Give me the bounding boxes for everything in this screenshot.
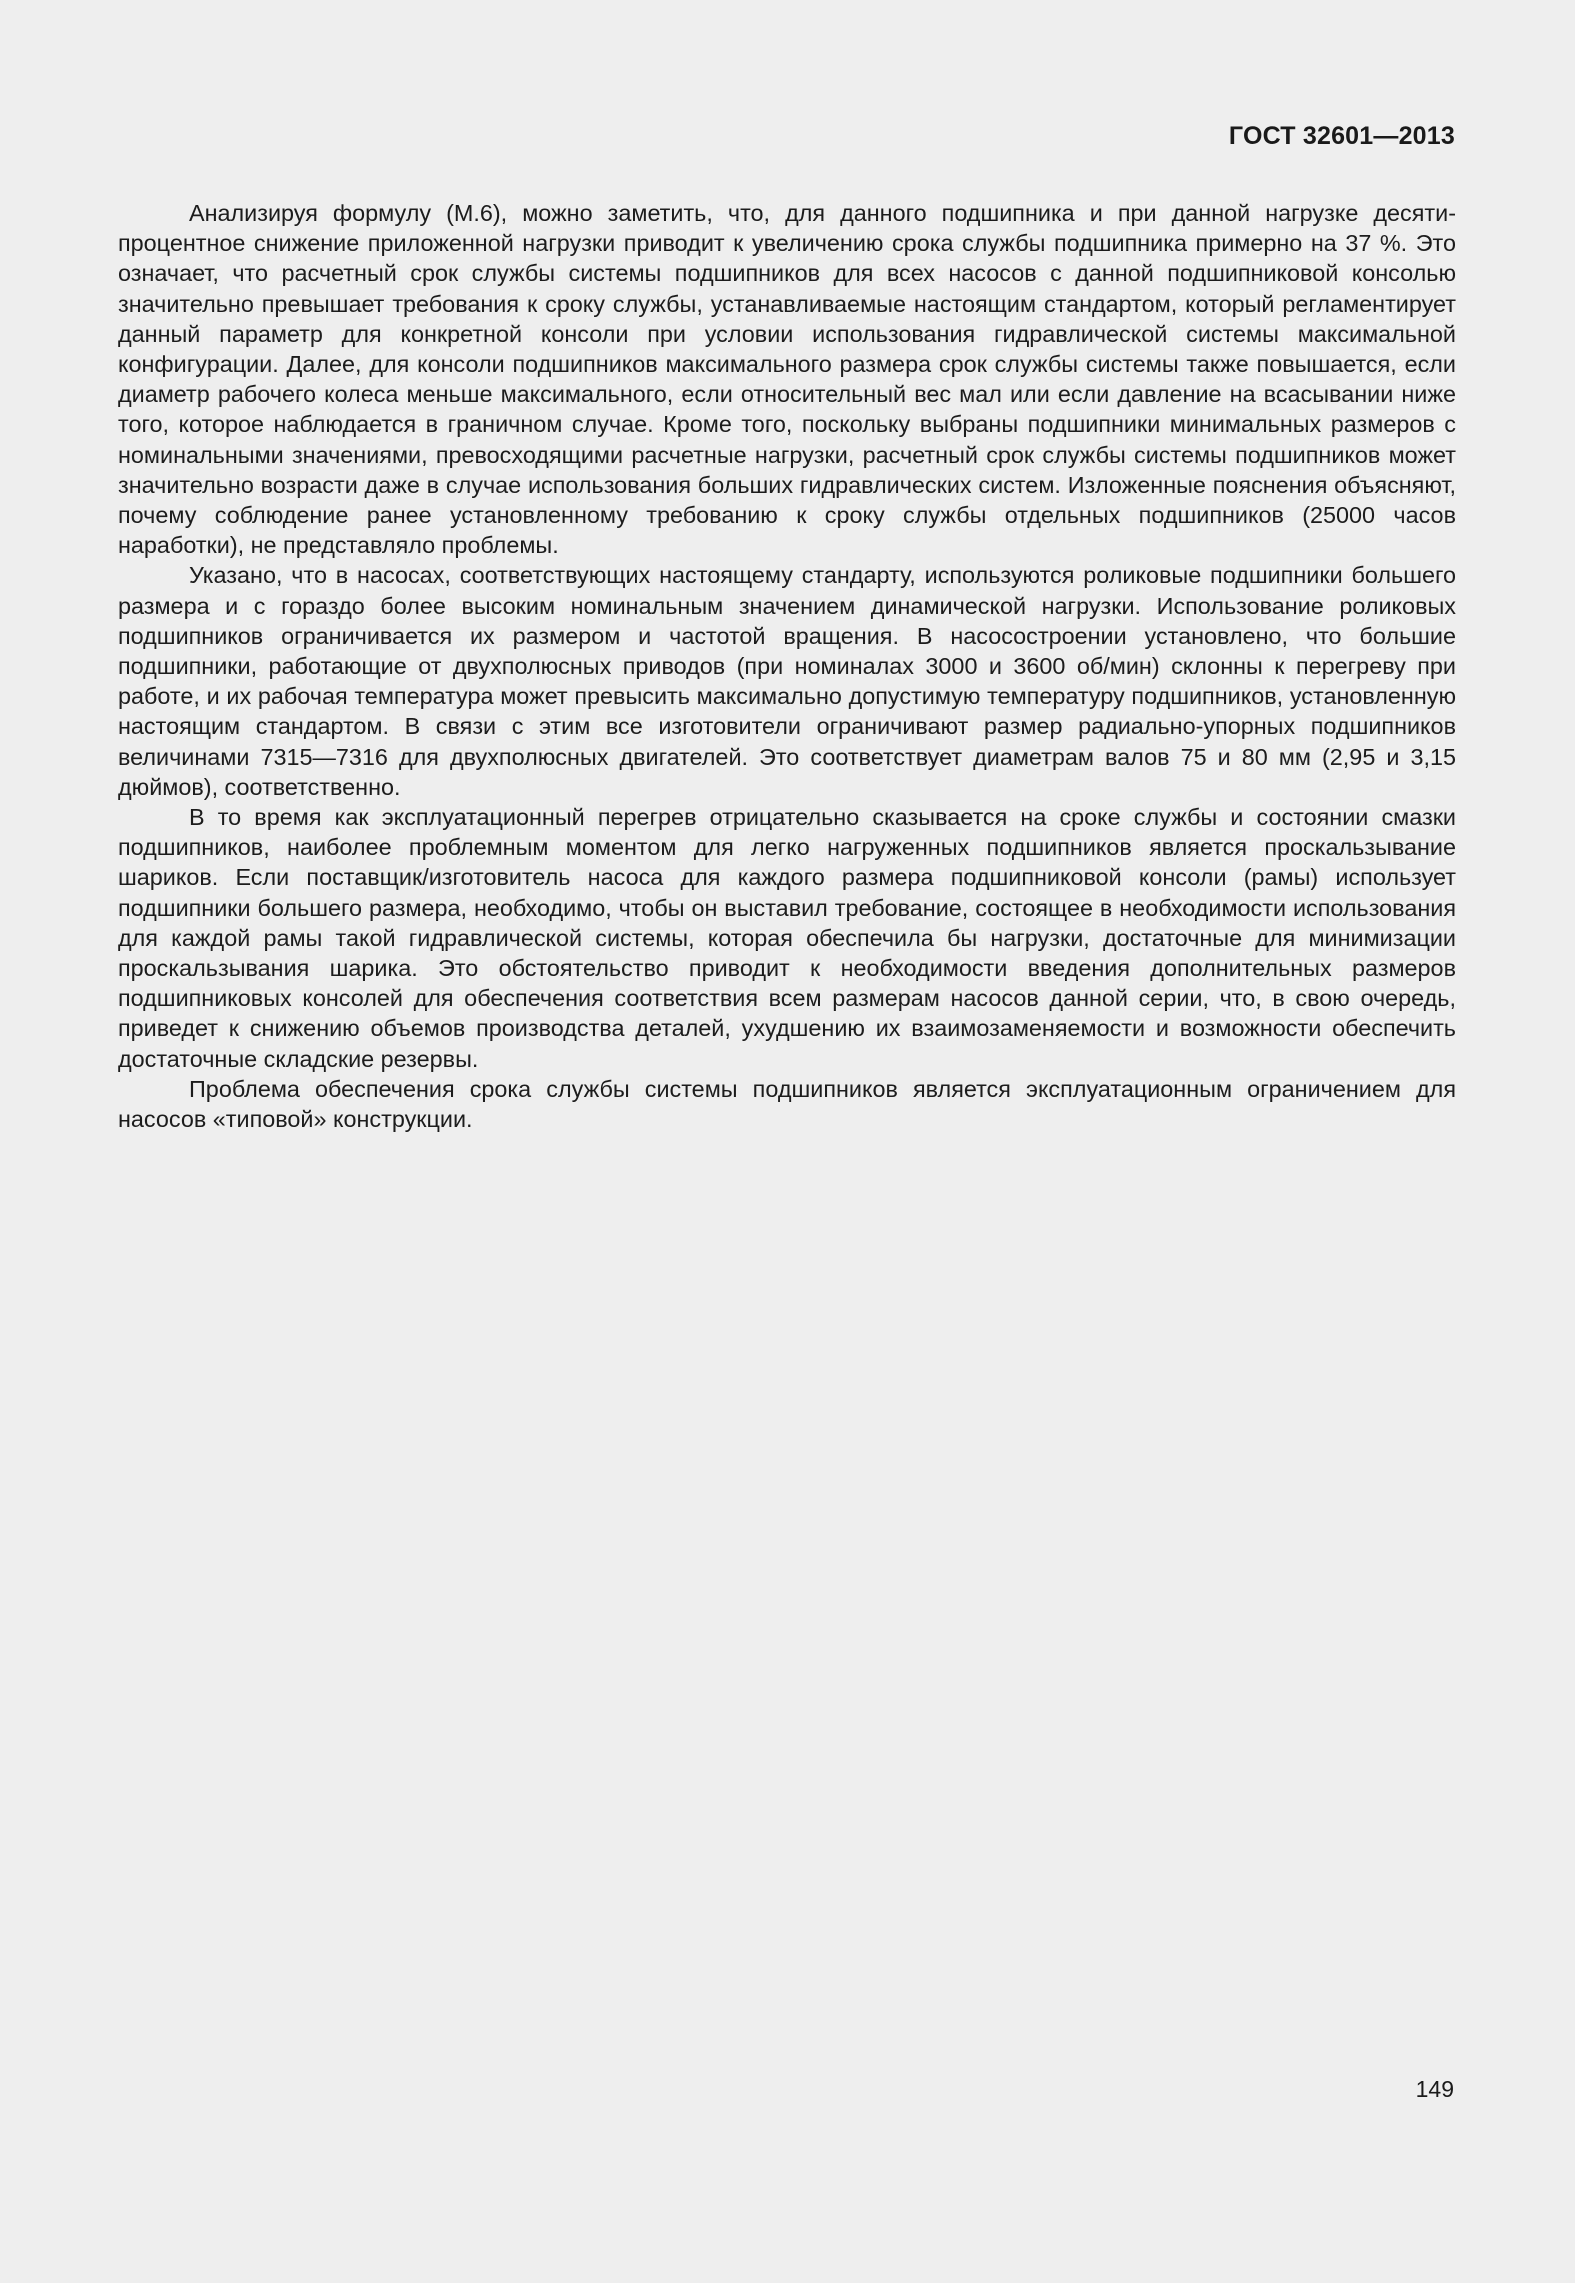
paragraph: Указано, что в насосах, соответствующих настоящему стандарту, используются роликовые подшипники большего размера и с гораздо более высоким номинальным значением динамической нагрузки. Использование роликовых подшипников ограничивается их размером и частотой вращения. В насосостроении установлено, что большие подшипники, работающие от двухполюсных приводов (при номиналах 3000 и 3600 об/мин) склонны к перегреву при работе, и их рабочая температура может превысить максимально допустимую температуру подшипников, установленную настоящим стандартом. В связи с этим все изготовители ограничивают размер радиально-упорных подшипников величинами 7315—7316 для двухполюсных двигателей. Это соответствует диаметрам валов 75 и 80 мм (2,95 и 3,15 дюймов), соответственно. xyxy=(118,562,1456,800)
paragraph: Анализируя формулу (М.6), можно заметить, что, для данного подшипника и при данной нагрузке десятипроцентное снижение приложенной нагрузки приводит к увеличению срока службы подшипника примерно на 37 %. Это означает, что расчетный срок службы системы подшипников для всех насосов с данной подшипниковой консолью значительно превышает требования к сроку службы, устанавливаемые настоящим стандартом, который регламентирует данный параметр для конкретной консоли при условии использования гидравлической системы максимальной конфигурации. Далее, для консоли подшипников максимального размера срок службы системы также повышается, если диаметр рабочего колеса меньше максимального, если относительный вес мал или если давление на всасывании ниже того, которое наблюдается в граничном случае. Кроме того, поскольку выбраны подшипники минимальных размеров с номинальными значениями, превосходящими расчетные нагрузки, расчетный срок службы системы подшипников может значительно возрасти даже в случае использования больших гидравлических систем. Изложенные пояснения объясняют, почему соблюдение ранее установленному требованию к сроку службы отдельных подшипников (25000 часов наработки), не представляло проблемы. xyxy=(118,200,1456,559)
paragraph: В то время как эксплуатационный перегрев отрицательно сказывается на сроке службы и состоянии смазки подшипников, наиболее проблемным моментом для легко нагруженных подшипников является проскальзывание шариков. Если поставщик/изготовитель насоса для каждого размера подшипниковой консоли (рамы) использует подшипники большего размера, необходимо, чтобы он выставил требование, состоящее в необходимости использования для каждой рамы такой гидравлической системы, которая обеспечила бы нагрузки, достаточные для минимизации проскальзывания шарика. Это обстоятельство приводит к необходимости введения дополнительных размеров подшипниковых консолей для обеспечения соответствия всем размерам насосов данной серии, что, в свою очередь, приведет к снижению объемов производства деталей, ухудшению их взаимозаменяемости и возможности обеспечить достаточные складские резервы. xyxy=(118,804,1456,1072)
page-number: 149 xyxy=(1415,2076,1454,2102)
paragraph: Проблема обеспечения срока службы системы подшипников является эксплуатационным ограничением для насосов «типовой» конструкции. xyxy=(118,1075,1456,1133)
body-text xyxy=(118,198,1456,1134)
document-header: ГОСТ 32601—2013 xyxy=(1228,122,1455,150)
